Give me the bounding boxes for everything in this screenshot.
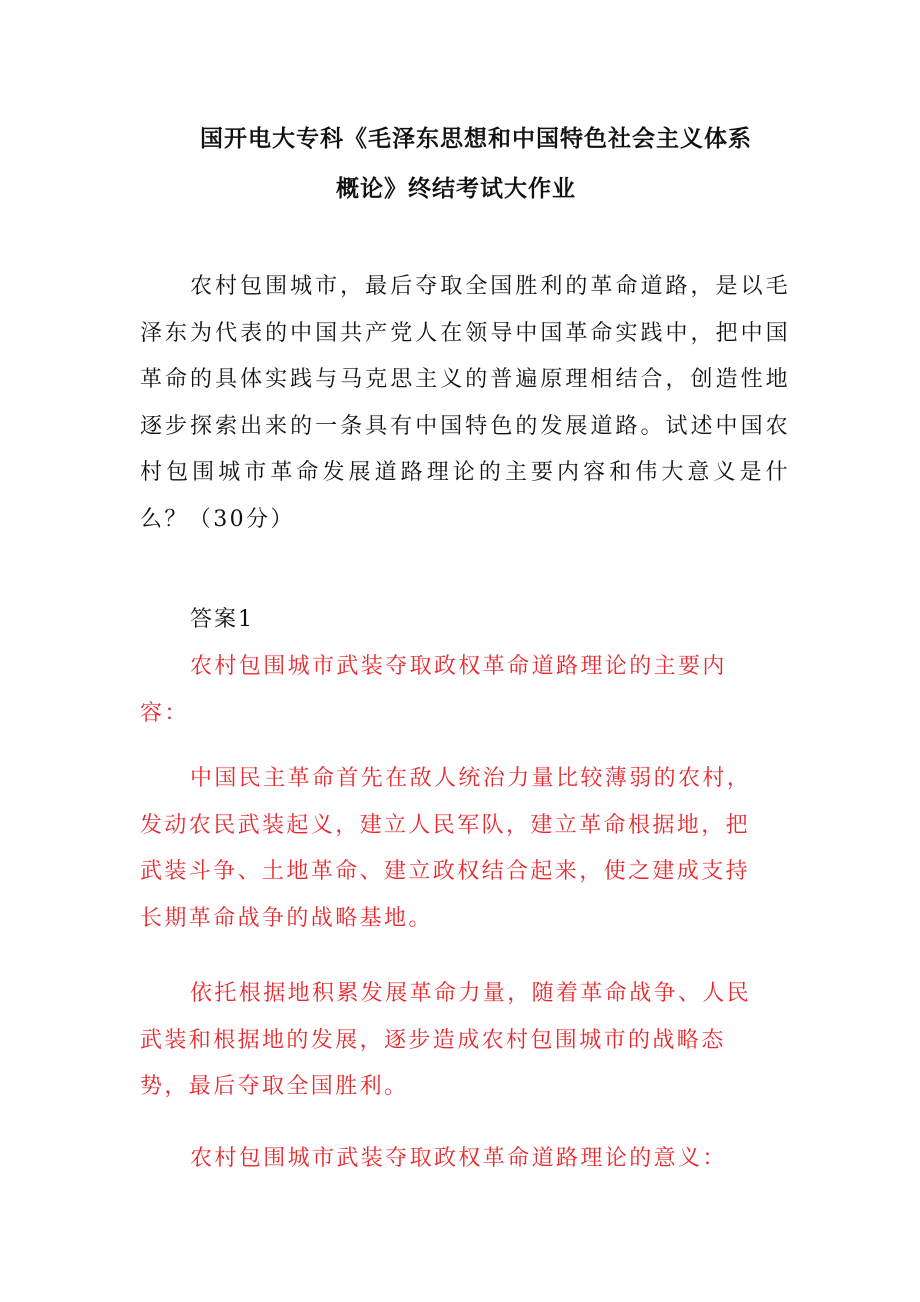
document-title-line-1: 国开电大专科《毛泽东思想和中国特色社会主义体系 [200, 125, 752, 152]
question-text: 农村包围城市，最后夺取全国胜利的革命道路，是以毛泽东为代表的中国共产党人在领导中国革命实践中，把中国革命的具体实践与马克思主义的普遍原理相结合，创造性地逐步探索出来的一条具有中国特色的发展道路。试述中国农村包围城市革命发展道路理论的主要内容和伟大意义是什么？（30分） [140, 274, 790, 532]
answer-paragraph-1: 中国民主革命首先在敌人统治力量比较薄弱的农村，发动农民武装起义，建立人民军队，建立革命根据地，把武装斗争、土地革命、建立政权结合起来，使之建成支持长期革命战争的战略基地。 [140, 766, 752, 931]
answer-label: 答案1 [190, 607, 254, 632]
answer-paragraph-significance-heading: 农村包围城市武装夺取政权革命道路理论的意义： [190, 1146, 727, 1171]
answer-paragraph-content-heading: 农村包围城市武装夺取政权革命道路理论的主要内容： [140, 654, 727, 726]
document-title-line-2: 概论》终结考试大作业 [336, 175, 576, 202]
answer-paragraph-2: 依托根据地积累发展革命力量，随着革命战争、人民武装和根据地的发展，逐步造成农村包围城市的战略态势，最后夺取全国胜利。 [140, 981, 752, 1099]
